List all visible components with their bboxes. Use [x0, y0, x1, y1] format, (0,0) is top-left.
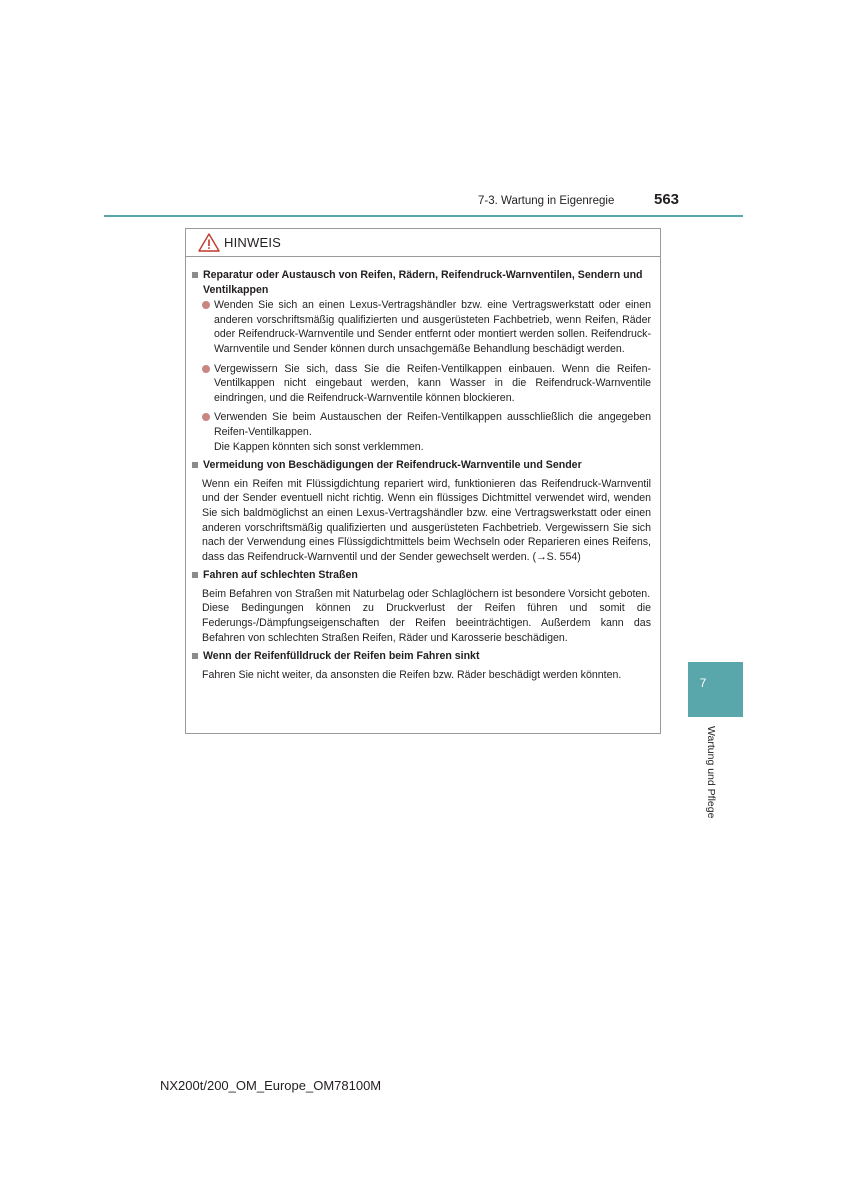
notice-body: [186, 257, 660, 682]
dot-bullet-icon: [202, 413, 210, 421]
notice-box: [185, 228, 661, 734]
section-heading: [192, 458, 651, 473]
list-item: [202, 410, 651, 454]
section-heading: [192, 568, 651, 583]
square-bullet-icon: [192, 653, 198, 659]
section-heading-text: Vermeidung von Beschädigungen der Reifendruck-Warnventile und Sender: [203, 459, 582, 472]
header-section-title: 7-3. Wartung in Eigenregie: [478, 195, 615, 207]
square-bullet-icon: [192, 272, 198, 278]
section-paragraph: Beim Befahren von Straßen mit Naturbelag oder Schlaglöchern ist besondere Vorsicht geboten. Diese Bedingungen können zu Druckverlust der Reifen führen und somit die Federungs-/Dämpfungseigenschaften der Reifen beeinträchtigen. Außerdem kann das Befahren von schlechten Straßen Reifen, Räder und Karosserie beschädigen.: [202, 587, 651, 644]
chapter-number: 7: [699, 676, 707, 690]
square-bullet-icon: [192, 462, 198, 468]
list-item-text: Wenden Sie sich an einen Lexus-Vertragshändler bzw. eine Vertragswerkstatt oder einen anderen vorschriftsmäßig qualifizierten und ausgerüsteten Fachbetrieb, wenn Reifen, Räder oder Reifendruck-Warnventile und Sender entfernt oder montiert werden sollen. Reifendruck-Warnventile und Sender können durch unsachgemäße Behandlung beschädigt werden.: [214, 299, 651, 355]
footer-document-code: NX200t/200_OM_Europe_OM78100M: [160, 1078, 382, 1093]
notice-header: [186, 229, 660, 257]
notice-title: HINWEIS: [224, 235, 282, 250]
section-paragraph: Wenn ein Reifen mit Flüssigdichtung repariert wird, funktionieren das Reifendruck-Warnventil und der Sender eventuell nicht richtig. Wenn ein flüssiges Dichtmittel verwendet wird, wenden Sie sich baldmöglichst an einen Lexus-Vertragshändler bzw. eine Vertragswerkstatt oder einen anderen vorschriftsmäßig qualifizierten und ausgerüsteten Fachbetrieb. Vergewissern Sie sich nach der Verwendung eines Flüssigdichtmittels beim Wechseln oder Reparieren eines Reifens, dass das Reifendruck-Warnventil und der Sender gewechselt werden. (→S. 554): [202, 477, 651, 563]
page-number: 563: [654, 191, 680, 208]
list-item-text: Vergewissern Sie sich, dass Sie die Reifen-Ventilkappen einbauen. Wenn die Reifen-Ventilkappen nicht eingebaut werden, kann Wasser in die Reifendruck-Warnventile eindringen, und die Reifendruck-Warnventile können blockieren.: [214, 362, 651, 404]
square-bullet-icon: [192, 572, 198, 578]
section-heading-text: Reparatur oder Austausch von Reifen, Rädern, Reifendruck-Warnventilen, Sendern und Ventilkappen: [203, 269, 643, 296]
list-item-text: Verwenden Sie beim Austauschen der Reifen-Ventilkappen ausschließlich die angegeben Reifen-Ventilkappen. Die Kappen könnten sich sonst verklemmen.: [214, 411, 651, 453]
list-item: [202, 298, 651, 356]
list-item: [202, 362, 651, 406]
section-heading-text: Wenn der Reifenfülldruck der Reifen beim Fahren sinkt: [203, 650, 480, 663]
section-heading-text: Fahren auf schlechten Straßen: [203, 569, 358, 582]
section-heading: [192, 268, 651, 297]
warning-triangle-icon: [198, 233, 220, 252]
chapter-title: Wartung und Pflege: [705, 726, 717, 819]
dot-bullet-icon: [202, 365, 210, 373]
header-rule: [104, 215, 743, 217]
section-paragraph: Fahren Sie nicht weiter, da ansonsten die Reifen bzw. Räder beschädigt werden könnten.: [202, 668, 622, 681]
section-heading: [192, 649, 651, 664]
chapter-tab: [688, 662, 743, 717]
dot-bullet-icon: [202, 301, 210, 309]
